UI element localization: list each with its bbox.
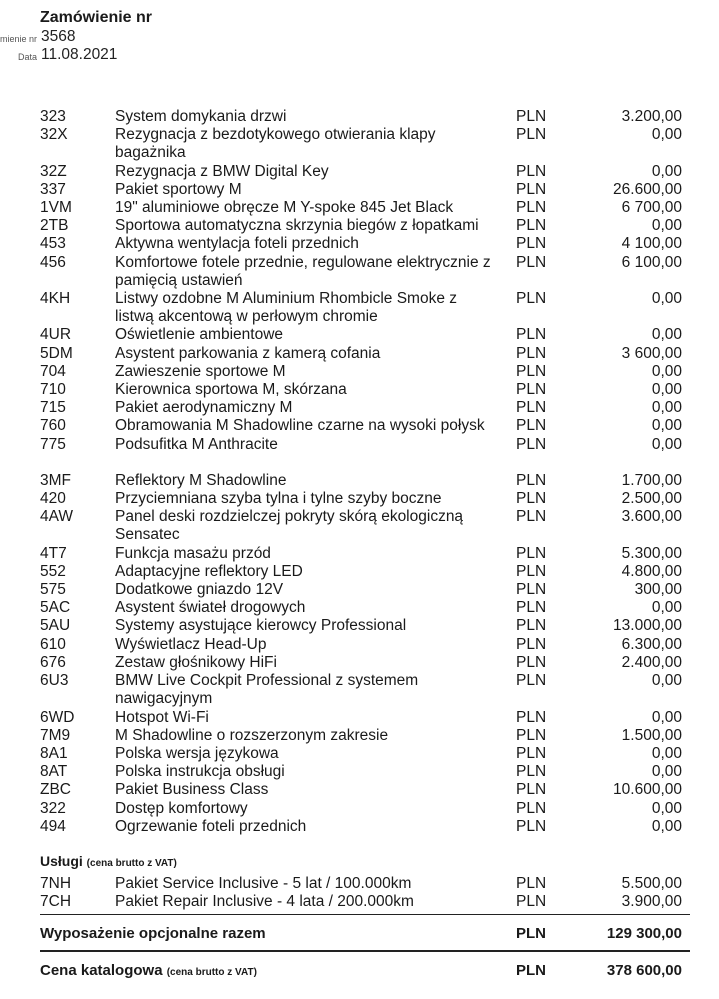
order-date-label: Data — [17, 52, 37, 62]
option-price: 0,00 — [651, 290, 682, 308]
option-code: 6U3 — [40, 672, 69, 690]
option-code: 4KH — [40, 290, 71, 308]
option-row — [40, 163, 682, 181]
option-row — [40, 563, 682, 581]
option-currency: PLN — [516, 344, 547, 362]
option-row — [40, 545, 682, 563]
option-code: 6WD — [40, 708, 75, 726]
option-code: 710 — [40, 381, 66, 399]
option-code: 715 — [40, 399, 66, 417]
option-description: Adaptacyjne reflektory LED — [115, 562, 303, 580]
option-price: 10.600,00 — [613, 781, 682, 799]
option-row — [40, 345, 682, 363]
option-currency: PLN — [516, 874, 547, 892]
list-price-label: Cena katalogowa — [40, 962, 163, 979]
option-description: Funkcja masażu przód — [115, 544, 271, 562]
option-description: Panel deski rozdzielczej pokryty skórą ekologiczną Sensatec — [115, 508, 464, 544]
option-code: 8AT — [40, 763, 68, 781]
option-code: 7M9 — [40, 726, 71, 744]
option-description: Polska wersja językowa — [115, 744, 279, 762]
option-description: Reflektory M Shadowline — [115, 471, 287, 489]
option-price: 0,00 — [651, 399, 682, 417]
option-currency: PLN — [516, 399, 547, 417]
option-code: 322 — [40, 799, 66, 817]
option-currency: PLN — [516, 290, 547, 308]
option-code: 5AU — [40, 617, 71, 635]
list-price-currency: PLN — [516, 962, 546, 979]
option-price: 3 600,00 — [621, 344, 682, 362]
option-currency: PLN — [516, 672, 547, 690]
option-row — [40, 781, 682, 799]
option-row — [40, 508, 682, 544]
option-description: Listwy ozdobne M Aluminium Rhombicle Smoke z listwą akcentową w perłowym chromie — [115, 290, 457, 326]
option-row — [40, 617, 682, 635]
option-code: 7CH — [40, 893, 72, 911]
option-row — [40, 672, 682, 708]
option-code: 575 — [40, 581, 66, 599]
option-code: 676 — [40, 653, 66, 671]
option-code: 3MF — [40, 471, 71, 489]
option-code: 1VM — [40, 199, 72, 217]
option-price: 0,00 — [651, 381, 682, 399]
option-code: 552 — [40, 562, 66, 580]
option-price: 3.900,00 — [621, 893, 682, 911]
order-number-label: mienie nr — [0, 34, 37, 44]
order-number-row — [0, 28, 400, 48]
option-price: 0,00 — [651, 744, 682, 762]
option-currency: PLN — [516, 217, 547, 235]
option-currency: PLN — [516, 490, 547, 508]
option-row — [40, 875, 682, 893]
option-code: 420 — [40, 490, 66, 508]
option-code: 456 — [40, 253, 66, 271]
option-code: 323 — [40, 108, 66, 125]
option-description: Wyświetlacz Head-Up — [115, 635, 267, 653]
options-total-currency: PLN — [516, 925, 546, 942]
options-group-1 — [40, 108, 682, 454]
option-description: Zawieszenie sportowe M — [115, 362, 286, 380]
option-price: 0,00 — [651, 672, 682, 690]
option-code: 32Z — [40, 162, 67, 180]
order-date: 11.08.2021 — [41, 46, 118, 63]
option-currency: PLN — [516, 744, 547, 762]
option-price: 2.500,00 — [621, 490, 682, 508]
options-total-row — [40, 914, 690, 952]
option-row — [40, 472, 682, 490]
option-currency: PLN — [516, 817, 547, 835]
option-currency: PLN — [516, 235, 547, 253]
list-price-row — [40, 950, 690, 988]
option-row — [40, 126, 682, 162]
option-description: 19" aluminiowe obręcze M Y-spoke 845 Jet Black — [115, 199, 454, 217]
option-currency: PLN — [516, 126, 547, 144]
option-price: 0,00 — [651, 708, 682, 726]
option-price: 0,00 — [651, 417, 682, 435]
option-row — [40, 254, 682, 290]
services-note: (cena brutto z VAT) — [86, 857, 177, 869]
option-currency: PLN — [516, 326, 547, 344]
group-spacer — [40, 454, 682, 472]
option-price: 0,00 — [651, 217, 682, 235]
option-code: 610 — [40, 635, 66, 653]
option-price: 4 100,00 — [621, 235, 682, 253]
option-description: Asystent świateł drogowych — [115, 599, 306, 617]
option-currency: PLN — [516, 362, 547, 380]
option-price: 1.500,00 — [621, 726, 682, 744]
option-row — [40, 727, 682, 745]
option-price: 26.600,00 — [613, 180, 682, 198]
option-price: 6 100,00 — [621, 253, 682, 271]
option-row — [40, 654, 682, 672]
option-currency: PLN — [516, 599, 547, 617]
option-description: Rezygnacja z bezdotykowego otwierania klapy bagażnika — [115, 126, 436, 162]
option-description: Pakiet Service Inclusive - 5 lat / 100.000km — [115, 874, 412, 892]
option-currency: PLN — [516, 763, 547, 781]
option-code: 775 — [40, 435, 66, 453]
option-currency: PLN — [516, 781, 547, 799]
option-currency: PLN — [516, 653, 547, 671]
option-row — [40, 745, 682, 763]
option-currency: PLN — [516, 381, 547, 399]
option-row — [40, 763, 682, 781]
option-description: Polska instrukcja obsługi — [115, 763, 285, 781]
option-price: 0,00 — [651, 362, 682, 380]
option-row — [40, 599, 682, 617]
option-description: Rezygnacja z BMW Digital Key — [115, 162, 329, 180]
list-price-value: 378 600,00 — [606, 962, 682, 979]
order-date-row — [0, 46, 400, 66]
services-title: Usługi — [40, 852, 83, 869]
option-code: 5AC — [40, 599, 71, 617]
option-currency: PLN — [516, 162, 547, 180]
option-price: 13.000,00 — [613, 617, 682, 635]
option-description: Aktywna wentylacja foteli przednich — [115, 235, 359, 253]
option-description: BMW Live Cockpit Professional z systemem nawigacyjnym — [115, 672, 419, 708]
option-code: 5DM — [40, 344, 73, 362]
option-code: 494 — [40, 817, 66, 835]
list-price-label-wrap — [40, 962, 257, 979]
option-currency: PLN — [516, 708, 547, 726]
option-price: 3.600,00 — [621, 508, 682, 526]
option-price: 0,00 — [651, 435, 682, 453]
option-row — [40, 417, 682, 435]
option-description: Przyciemniana szyba tylna i tylne szyby boczne — [115, 490, 442, 508]
option-description: Zestaw głośnikowy HiFi — [115, 653, 277, 671]
option-price: 300,00 — [634, 581, 682, 599]
option-row — [40, 893, 682, 911]
option-description: Pakiet Business Class — [115, 781, 269, 799]
option-description: Systemy asystujące kierowcy Professional — [115, 617, 407, 635]
services-heading — [40, 850, 682, 875]
option-code: 8A1 — [40, 744, 68, 762]
option-currency: PLN — [516, 108, 547, 125]
option-description: Hotspot Wi-Fi — [115, 708, 209, 726]
option-row — [40, 709, 682, 727]
options-total-value: 129 300,00 — [606, 925, 682, 942]
option-currency: PLN — [516, 508, 547, 526]
option-code: 4AW — [40, 508, 74, 526]
option-code: ZBC — [40, 781, 71, 799]
option-row — [40, 290, 682, 326]
option-row — [40, 818, 682, 836]
option-row — [40, 581, 682, 599]
option-price: 1.700,00 — [621, 471, 682, 489]
option-description: Dodatkowe gniazdo 12V — [115, 581, 284, 599]
option-code: 4UR — [40, 326, 72, 344]
option-currency: PLN — [516, 253, 547, 271]
option-row — [40, 217, 682, 235]
option-price: 4.800,00 — [621, 562, 682, 580]
option-currency: PLN — [516, 617, 547, 635]
option-row — [40, 363, 682, 381]
option-description: Asystent parkowania z kamerą cofania — [115, 344, 381, 362]
option-currency: PLN — [516, 893, 547, 911]
option-row — [40, 490, 682, 508]
option-price: 3.200,00 — [621, 108, 682, 125]
option-currency: PLN — [516, 635, 547, 653]
option-code: 704 — [40, 362, 66, 380]
option-price: 0,00 — [651, 162, 682, 180]
option-description: Obramowania M Shadowline czarne na wysoki połysk — [115, 417, 485, 435]
option-description: Kierownica sportowa M, skórzana — [115, 381, 347, 399]
option-row — [40, 235, 682, 253]
option-description: Oświetlenie ambientowe — [115, 326, 284, 344]
option-price: 0,00 — [651, 599, 682, 617]
option-row — [40, 399, 682, 417]
option-description: Pakiet aerodynamiczny M — [115, 399, 293, 417]
option-description: Ogrzewanie foteli przednich — [115, 817, 307, 835]
list-price-note: (cena brutto z VAT) — [166, 967, 257, 978]
option-row — [40, 326, 682, 344]
option-price: 0,00 — [651, 817, 682, 835]
option-currency: PLN — [516, 726, 547, 744]
option-row — [40, 108, 682, 126]
option-row — [40, 381, 682, 399]
option-row — [40, 800, 682, 818]
option-price: 2.400,00 — [621, 653, 682, 671]
option-currency: PLN — [516, 562, 547, 580]
option-row — [40, 199, 682, 217]
option-description: Pakiet sportowy M — [115, 180, 242, 198]
option-description: Pakiet Repair Inclusive - 4 lata / 200.000km — [115, 893, 414, 911]
option-price: 5.300,00 — [621, 544, 682, 562]
option-currency: PLN — [516, 799, 547, 817]
option-code: 4T7 — [40, 544, 67, 562]
option-description: M Shadowline o rozszerzonym zakresie — [115, 726, 389, 744]
options-list — [40, 108, 682, 911]
option-price: 0,00 — [651, 326, 682, 344]
order-title: Zamówienie nr — [40, 9, 153, 26]
option-description: Dostęp komfortowy — [115, 799, 248, 817]
option-currency: PLN — [516, 471, 547, 489]
services-list — [40, 875, 682, 911]
option-code: 760 — [40, 417, 66, 435]
option-price: 0,00 — [651, 126, 682, 144]
option-price: 5.500,00 — [621, 874, 682, 892]
option-code: 453 — [40, 235, 66, 253]
option-price: 6 700,00 — [621, 199, 682, 217]
option-currency: PLN — [516, 581, 547, 599]
option-code: 7NH — [40, 874, 72, 892]
option-row — [40, 181, 682, 199]
option-code: 32X — [40, 126, 68, 144]
option-row — [40, 436, 682, 454]
option-price: 0,00 — [651, 799, 682, 817]
option-currency: PLN — [516, 417, 547, 435]
option-code: 337 — [40, 180, 66, 198]
option-price: 6.300,00 — [621, 635, 682, 653]
option-code: 2TB — [40, 217, 69, 235]
option-description: Podsufitka M Anthracite — [115, 435, 278, 453]
option-currency: PLN — [516, 435, 547, 453]
option-row — [40, 636, 682, 654]
option-currency: PLN — [516, 199, 547, 217]
option-description: Sportowa automatyczna skrzynia biegów z łopatkami — [115, 217, 479, 235]
option-currency: PLN — [516, 180, 547, 198]
option-price: 0,00 — [651, 763, 682, 781]
options-group-2 — [40, 472, 682, 836]
option-description: Komfortowe fotele przednie, regulowane elektrycznie z pamięcią ustawień — [115, 253, 491, 289]
option-description: System domykania drzwi — [115, 108, 287, 125]
order-number: 3568 — [41, 28, 76, 45]
option-currency: PLN — [516, 544, 547, 562]
options-total-label: Wyposażenie opcjonalne razem — [40, 925, 266, 942]
